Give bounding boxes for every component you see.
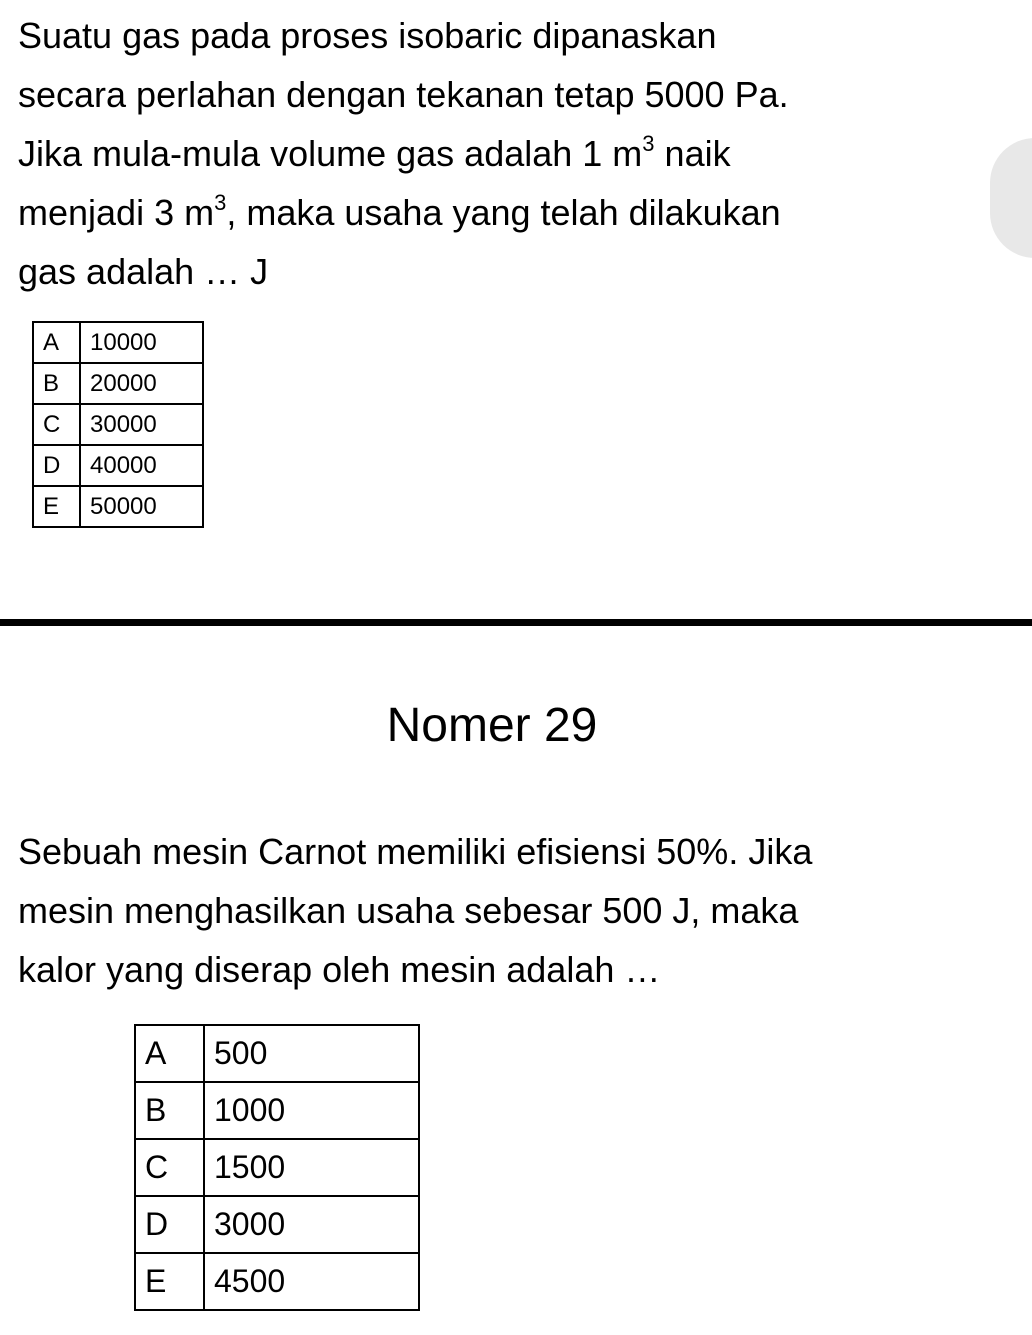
option-letter: D — [135, 1196, 204, 1253]
option-row — [33, 404, 203, 445]
option-letter: E — [33, 486, 80, 527]
question-1-text-segment: , maka usaha yang telah dilakukan — [226, 192, 781, 233]
option-row — [33, 322, 203, 363]
option-letter: C — [33, 404, 80, 445]
option-value: 500 — [204, 1025, 419, 1082]
section-divider — [0, 619, 1032, 626]
option-letter: A — [33, 322, 80, 363]
option-value: 20000 — [80, 363, 203, 404]
option-value: 30000 — [80, 404, 203, 445]
question-2-line: Sebuah mesin Carnot memiliki efisiensi 50%. Jika — [18, 831, 813, 872]
question-2-line: kalor yang diserap oleh mesin adalah … — [18, 949, 661, 990]
question-2-line: mesin menghasilkan usaha sebesar 500 J, maka — [18, 890, 799, 931]
option-row — [135, 1253, 419, 1310]
option-row — [33, 445, 203, 486]
option-row — [33, 486, 203, 527]
option-letter: A — [135, 1025, 204, 1082]
option-letter: B — [33, 363, 80, 404]
superscript: 3 — [642, 131, 655, 156]
question-1-options-table — [32, 321, 204, 528]
option-letter: D — [33, 445, 80, 486]
question-2-options-table — [134, 1024, 420, 1311]
option-row — [135, 1025, 419, 1082]
option-letter: B — [135, 1082, 204, 1139]
question-1-text — [18, 6, 1008, 301]
option-value: 1500 — [204, 1139, 419, 1196]
option-value: 10000 — [80, 322, 203, 363]
question-2-text — [18, 822, 1008, 999]
question-1-line — [18, 124, 1008, 183]
option-row — [135, 1196, 419, 1253]
option-row — [135, 1139, 419, 1196]
option-value: 4500 — [204, 1253, 419, 1310]
question-1-line: secara perlahan dengan tekanan tetap 5000 Pa. — [18, 74, 789, 115]
option-row — [135, 1082, 419, 1139]
option-row — [33, 363, 203, 404]
question-1-text-segment: menjadi 3 m — [18, 192, 215, 233]
question-1-text-segment: naik — [654, 133, 731, 174]
superscript: 3 — [214, 190, 227, 215]
question-2-title: Nomer 29 — [386, 699, 598, 752]
option-letter: E — [135, 1253, 204, 1310]
option-value: 40000 — [80, 445, 203, 486]
option-value: 50000 — [80, 486, 203, 527]
question-1-line — [18, 183, 1008, 242]
question-1-line: Suatu gas pada proses isobaric dipanaskan — [18, 15, 717, 56]
question-1-text-segment: Jika mula-mula volume gas adalah 1 m — [18, 133, 643, 174]
option-letter: C — [135, 1139, 204, 1196]
question-1-line: gas adalah … J — [18, 251, 269, 292]
option-value: 1000 — [204, 1082, 419, 1139]
option-value: 3000 — [204, 1196, 419, 1253]
